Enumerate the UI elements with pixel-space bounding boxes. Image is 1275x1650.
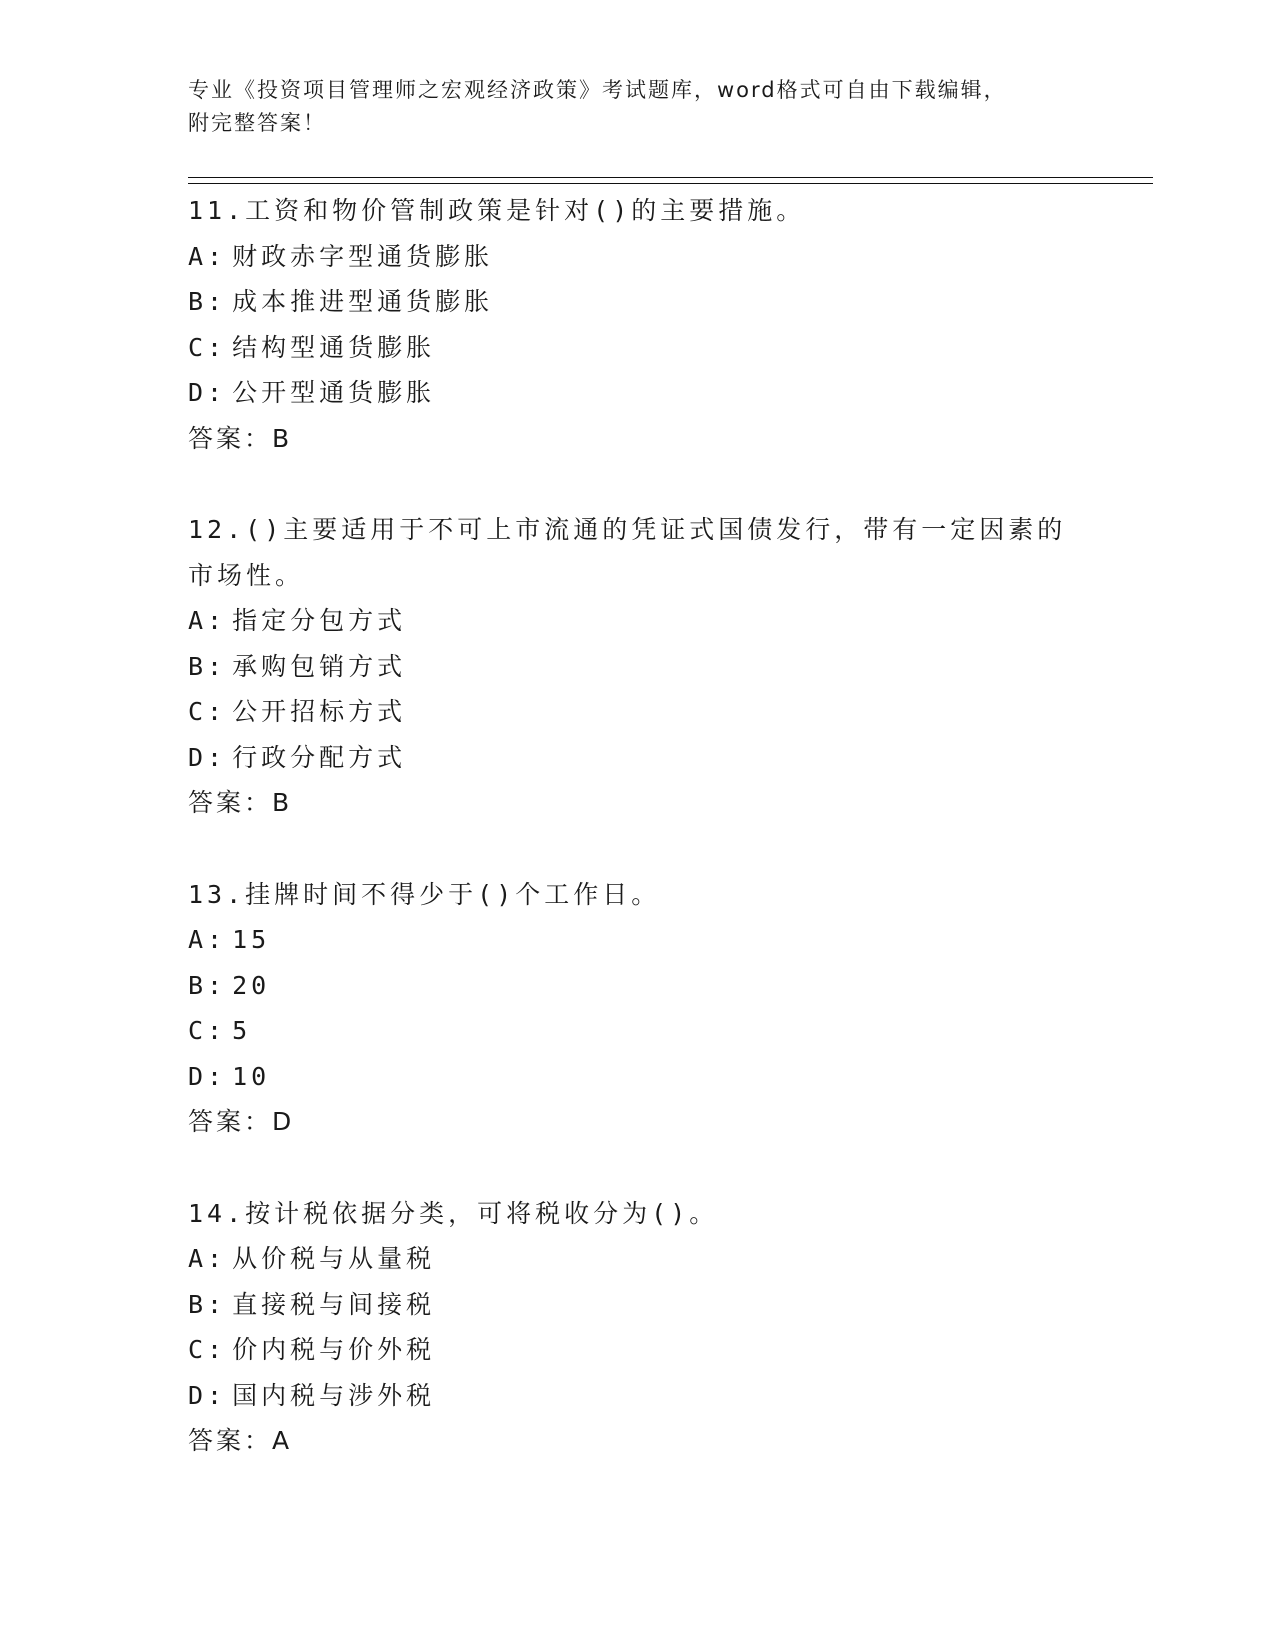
option-letter: C: [188, 697, 227, 726]
option-letter: C: [188, 1016, 227, 1045]
option-text: 价内税与价外税 [232, 1335, 436, 1364]
option-letter: B: [188, 287, 227, 316]
option-letter: D: [188, 378, 227, 407]
option-letter: D: [188, 742, 227, 772]
header-line-1: 专业《投资项目管理师之宏观经济政策》考试题库，word格式可自由下载编辑， [188, 78, 1007, 102]
header-line-2: 附完整答案！ [188, 111, 326, 135]
header-divider-bottom [188, 183, 1153, 184]
option-d [188, 1054, 1088, 1100]
option-text: 直接税与间接税 [232, 1289, 436, 1319]
option-d [188, 1373, 1088, 1419]
question-13 [188, 872, 1088, 1145]
option-letter: D: [188, 1380, 227, 1410]
option-b [188, 644, 1088, 690]
option-letter: B: [188, 1289, 227, 1319]
answer-label: 答案：B [188, 788, 293, 817]
option-text: 国内税与涉外税 [232, 1380, 436, 1410]
option-letter: A: [188, 241, 227, 271]
option-text: 20 [232, 970, 271, 1000]
answer-label: 答案：A [188, 1426, 293, 1455]
option-text: 财政赤字型通货膨胀 [232, 241, 494, 271]
option-c [188, 1008, 1088, 1054]
question-12 [188, 507, 1088, 826]
question-stem: 13.挂牌时间不得少于()个工作日。 [188, 879, 661, 909]
answer-label: 答案：B [188, 423, 293, 453]
header-divider-top [188, 177, 1153, 178]
option-text: 指定分包方式 [232, 606, 407, 635]
option-letter: A: [188, 925, 227, 954]
option-b [188, 963, 1088, 1009]
document-header [188, 74, 1088, 140]
option-letter: B: [188, 651, 227, 681]
option-b [188, 279, 1088, 325]
option-letter: B: [188, 970, 227, 1000]
option-c [188, 689, 1088, 735]
question-stem: 11.工资和物价管制政策是针对()的主要措施。 [188, 196, 806, 225]
option-text: 结构型通货膨胀 [232, 332, 436, 362]
option-a [188, 598, 1088, 644]
option-d [188, 370, 1088, 416]
option-a [188, 917, 1088, 963]
option-text: 承购包销方式 [232, 651, 407, 681]
question-stem: 12.()主要适用于不可上市流通的凭证式国债发行，带有一定因素的市场性。 [188, 515, 1067, 590]
option-text: 15 [232, 925, 271, 954]
option-letter: C: [188, 332, 227, 362]
option-text: 10 [232, 1061, 271, 1091]
option-text: 公开招标方式 [232, 697, 407, 726]
question-list [188, 188, 1088, 1510]
option-text: 行政分配方式 [232, 742, 407, 772]
option-a [188, 1236, 1088, 1282]
option-letter: A: [188, 1244, 227, 1273]
option-c [188, 1327, 1088, 1373]
question-14 [188, 1191, 1088, 1464]
question-11 [188, 188, 1088, 461]
answer-label: 答案：D [188, 1107, 295, 1136]
option-text: 公开型通货膨胀 [232, 378, 436, 407]
option-text: 5 [232, 1016, 252, 1045]
option-text: 成本推进型通货膨胀 [232, 287, 494, 316]
option-letter: D: [188, 1061, 227, 1091]
option-text: 从价税与从量税 [232, 1244, 436, 1273]
option-a [188, 234, 1088, 280]
question-stem: 14.按计税依据分类，可将税收分为()。 [188, 1198, 719, 1228]
option-c [188, 325, 1088, 371]
option-letter: C: [188, 1335, 227, 1364]
option-d [188, 735, 1088, 781]
option-b [188, 1282, 1088, 1328]
option-letter: A: [188, 606, 227, 635]
